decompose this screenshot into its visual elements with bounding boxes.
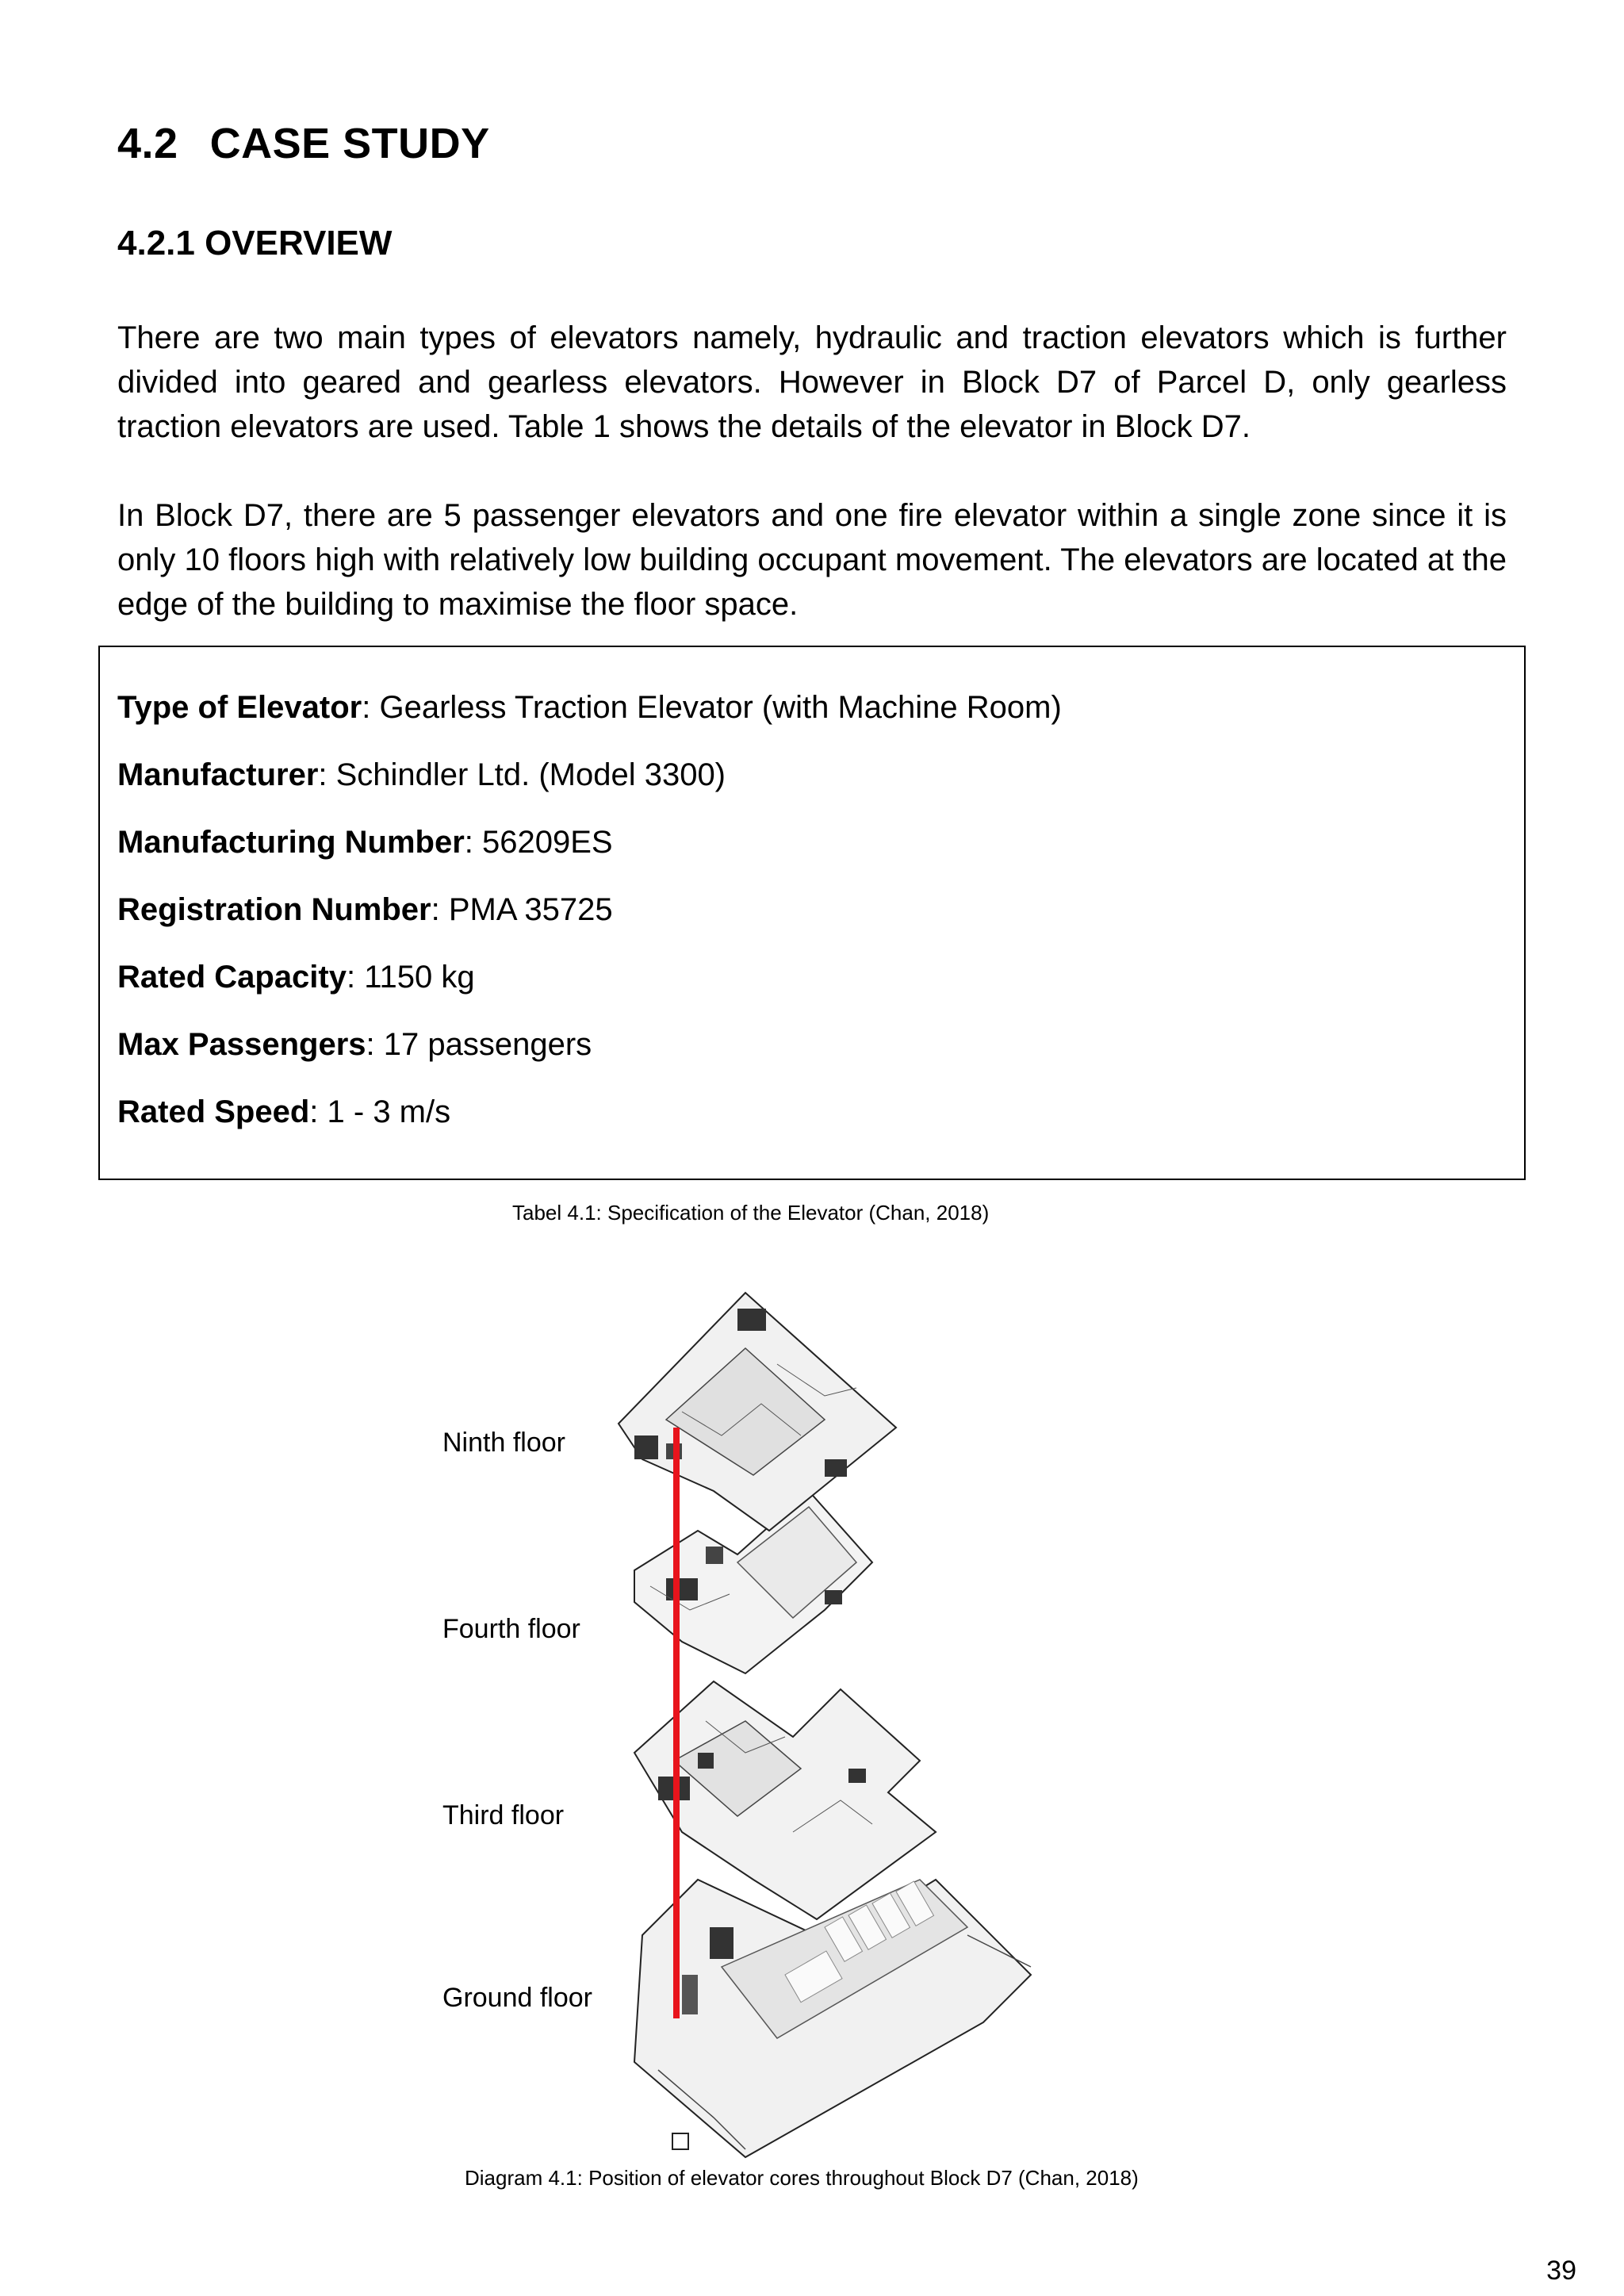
spec-row [117, 823, 613, 861]
elevator-spec-box [98, 646, 1526, 1180]
spec-row [117, 756, 726, 794]
page-number: 39 [1546, 2256, 1576, 2286]
spec-label: Manufacturer [117, 757, 319, 792]
ninth-floor-plan [619, 1293, 896, 1531]
spec-value: : 1150 kg [346, 960, 475, 995]
spec-value: : PMA 35725 [431, 892, 613, 927]
spec-label: Rated Speed [117, 1094, 310, 1129]
spec-row [117, 1093, 450, 1131]
floor-label-ground: Ground floor [442, 1983, 592, 2013]
spec-value: : 1 - 3 m/s [309, 1094, 451, 1129]
spec-label: Type of Elevator [117, 690, 362, 725]
spec-row [117, 688, 1062, 726]
spec-row [117, 891, 613, 929]
spec-value: : Schindler Ltd. (Model 3300) [318, 757, 726, 792]
floor-label-third: Third floor [442, 1800, 565, 1830]
spec-row [117, 958, 475, 996]
spec-row [117, 1025, 592, 1064]
spec-value: : 17 passengers [366, 1027, 592, 1062]
paragraph-1: There are two main types of elevators namely, hydraulic and traction elevators which is further divided into geared and gearless elevators. However in Block D7 of Parcel D, only gearless traction elevators are used. Table 1 shows the details of the elevator in Block D7. [117, 320, 1507, 444]
spec-label: Max Passengers [117, 1027, 366, 1062]
elevator-core-diagram [587, 1277, 1063, 2173]
floor-label-ninth: Ninth floor [442, 1428, 565, 1458]
section-heading [117, 119, 490, 168]
floor-label-fourth: Fourth floor [442, 1614, 580, 1644]
spec-value: : 56209ES [464, 825, 613, 860]
spec-label: Manufacturing Number [117, 825, 465, 860]
spec-label: Registration Number [117, 892, 431, 927]
ground-floor-plan [634, 1880, 1031, 2157]
spec-value: : Gearless Traction Elevator (with Machine Room) [362, 690, 1062, 725]
subsection-heading: 4.2.1 OVERVIEW [117, 224, 393, 263]
spec-label: Rated Capacity [117, 960, 347, 995]
diagram-caption: Diagram 4.1: Position of elevator cores throughout Block D7 (Chan, 2018) [465, 2166, 1139, 2190]
paragraph-2: In Block D7, there are 5 passenger elevators and one fire elevator within a single zone since it is only 10 floors high with relatively low building occupant movement. The elevators are located at the edge of the building to maximise the floor space. [117, 498, 1507, 622]
section-number: 4.2 [117, 120, 178, 167]
table-caption: Tabel 4.1: Specification of the Elevator (Chan, 2018) [512, 1201, 990, 1225]
section-title: CASE STUDY [209, 120, 490, 167]
